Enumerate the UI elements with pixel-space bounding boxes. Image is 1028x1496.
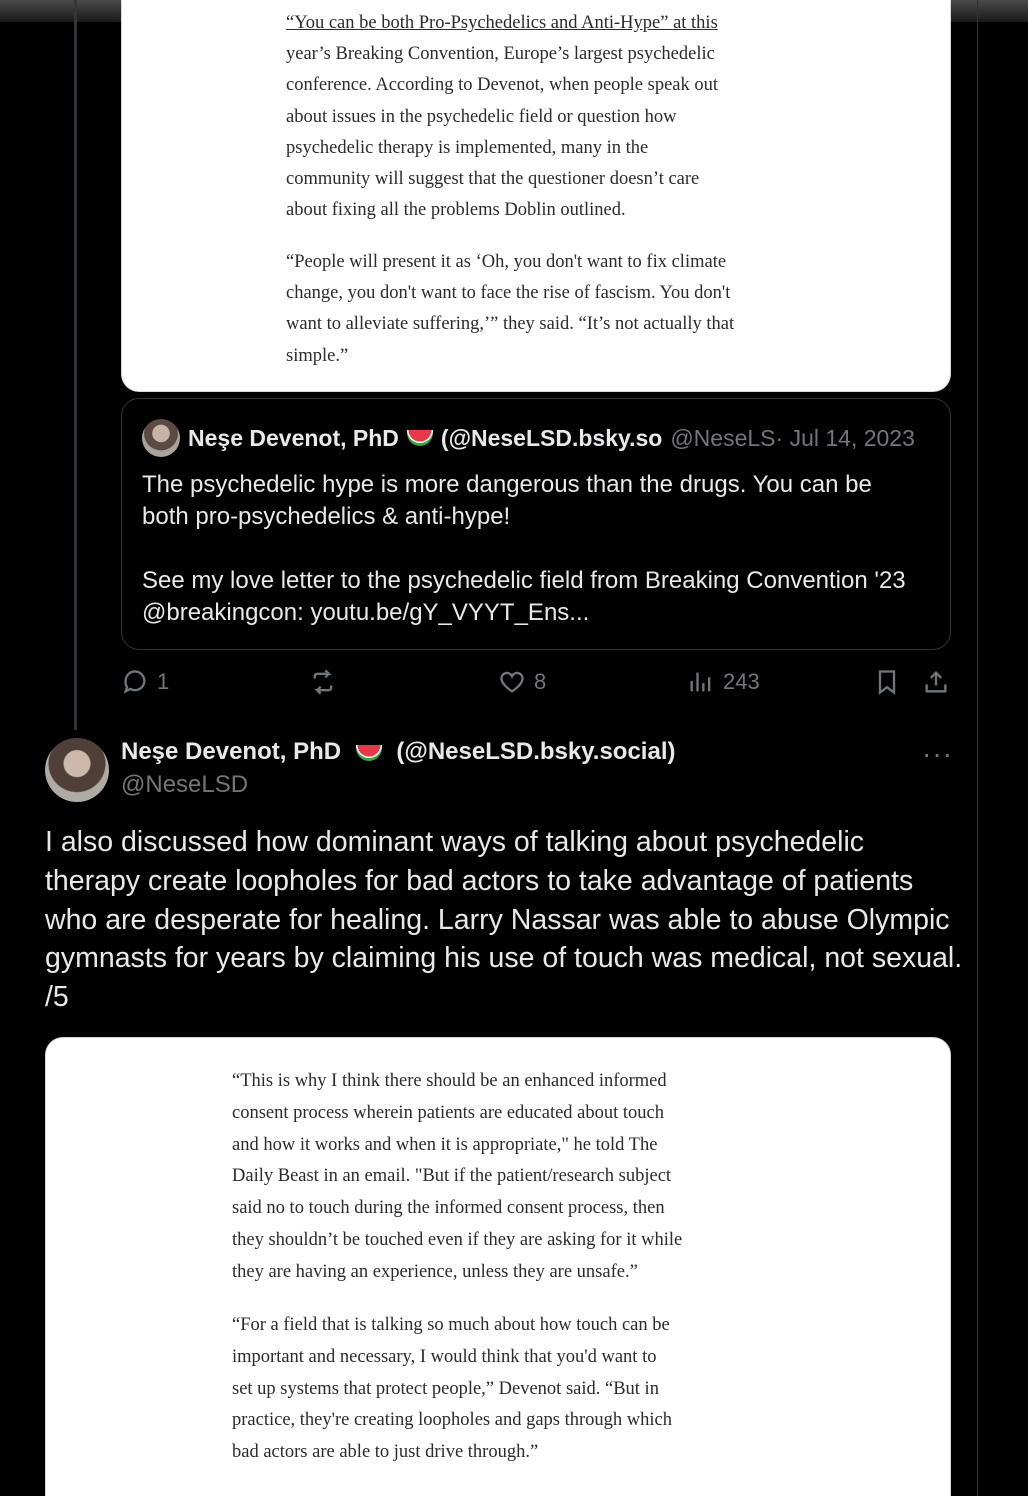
bookmark-button[interactable]: [873, 668, 901, 696]
quoted-tweet-date[interactable]: · Jul 14, 2023: [775, 424, 915, 451]
share-icon: [922, 668, 950, 696]
watermelon-icon: [356, 745, 382, 761]
tweet-image-article[interactable]: [121, 0, 951, 392]
article-line: want to alleviate suffering,’” they said. “It’s not actually that: [286, 314, 735, 335]
article-line: about issues in the psychedelic field or question how: [286, 106, 677, 127]
article-line: about fixing all the problems Doblin outlined.: [286, 200, 626, 221]
quoted-line: The psychedelic hype is more dangerous than the drugs. You can be: [142, 471, 872, 498]
bookmark-icon: [873, 668, 901, 696]
tweet-line: gymnasts for years by claiming his use of touch was medical, not sexual.: [45, 942, 963, 975]
column-border: [977, 0, 978, 1496]
quoted-tweet-header: [142, 419, 932, 457]
article-line: said no to touch during the informed consent process, then: [232, 1198, 665, 1219]
article-line: year’s Breaking Convention, Europe’s largest psychedelic: [286, 44, 715, 65]
author-handle[interactable]: @NeseLSD: [121, 771, 249, 798]
article-paragraph: [286, 8, 826, 226]
avatar[interactable]: [142, 419, 180, 457]
tweet-text: [45, 823, 965, 1017]
article-line: consent process wherein patients are educated about touch: [232, 1102, 665, 1123]
author-name-text[interactable]: Neşe Devenot, PhD: [121, 738, 342, 765]
article-line: psychedelic therapy is implemented, many in the: [286, 137, 649, 158]
article-line: community will suggest that the questioner doesn’t care: [286, 169, 700, 190]
article-line: simple.”: [286, 345, 349, 366]
tweet-actions: [121, 668, 951, 704]
more-options-icon[interactable]: ···: [922, 738, 953, 769]
views-icon: [687, 668, 715, 696]
tweet-line: therapy create loopholes for bad actors to take advantage of patients: [45, 864, 914, 897]
article-line: “People will present it as ‘Oh, you don't want to fix climate: [286, 252, 727, 272]
quoted-author-name-suffix[interactable]: (@NeseLSD.bsky.so: [440, 424, 663, 451]
article-paragraph: [286, 247, 826, 372]
quoted-line: both pro-psychedelics & anti-hype!: [142, 503, 511, 530]
reply-button[interactable]: [121, 668, 169, 696]
view-count: 243: [723, 669, 760, 694]
quoted-tweet[interactable]: [121, 398, 951, 650]
article-line: practice, they're creating loopholes and gaps through which: [232, 1410, 672, 1431]
share-button[interactable]: [922, 668, 950, 696]
article-paragraph: [232, 1066, 792, 1289]
repost-icon: [309, 668, 337, 696]
article-line: Daily Beast in an email. "But if the patient/research subject: [232, 1166, 672, 1187]
article-paragraph: [232, 1310, 792, 1469]
article-line: “For a field that is talking so much about how touch can be: [232, 1315, 670, 1335]
quoted-line[interactable]: @breakingcon: youtu.be/gY_VYYT_Ens...: [142, 599, 590, 626]
heart-icon: [498, 668, 526, 696]
author-name[interactable]: [121, 738, 675, 766]
tweet-line: /5: [45, 981, 69, 1014]
like-button[interactable]: [498, 668, 546, 696]
article-line: they shouldn’t be touched even if they are asking for it while: [232, 1229, 683, 1250]
tweet-image-article[interactable]: [45, 1037, 951, 1496]
article-line: change, you don't want to face the rise of fascism. You don't: [286, 283, 731, 304]
like-count: 8: [534, 669, 547, 694]
article-line: and how it works and when it is appropriate," he told The: [232, 1134, 658, 1155]
quoted-tweet-text: [142, 469, 942, 629]
quoted-author-handle[interactable]: @NeseLS: [670, 424, 776, 451]
avatar[interactable]: [45, 738, 109, 802]
watermelon-icon: [407, 430, 433, 446]
quoted-author-name[interactable]: Neşe Devenot, PhD: [188, 424, 399, 451]
reply-icon: [121, 668, 149, 696]
article-line: important and necessary, I would think that you'd want to: [232, 1346, 657, 1367]
thread-line: [74, 0, 77, 730]
views-button[interactable]: [687, 668, 760, 696]
author-name-suffix[interactable]: (@NeseLSD.bsky.social): [396, 738, 676, 765]
reply-count: 1: [157, 669, 170, 694]
tweet-line: who are desperate for healing. Larry Nassar was able to abuse Olympic: [45, 903, 950, 936]
quoted-line: See my love letter to the psychedelic field from Breaking Convention '23: [142, 567, 906, 594]
article-line: set up systems that protect people,” Devenot said. “But in: [232, 1378, 659, 1399]
repost-button[interactable]: [309, 668, 337, 696]
article-line: “This is why I think there should be an enhanced informed: [232, 1071, 667, 1091]
article-line: “You can be both Pro-Psychedelics and Anti-Hype” at this: [286, 13, 718, 33]
tweet-line: I also discussed how dominant ways of talking about psychedelic: [45, 826, 865, 858]
article-line: they are having an experience, unless they are unsafe.”: [232, 1261, 638, 1282]
article-line: conference. According to Devenot, when people speak out: [286, 75, 719, 96]
article-line: bad actors are able to just drive through.”: [232, 1442, 539, 1463]
